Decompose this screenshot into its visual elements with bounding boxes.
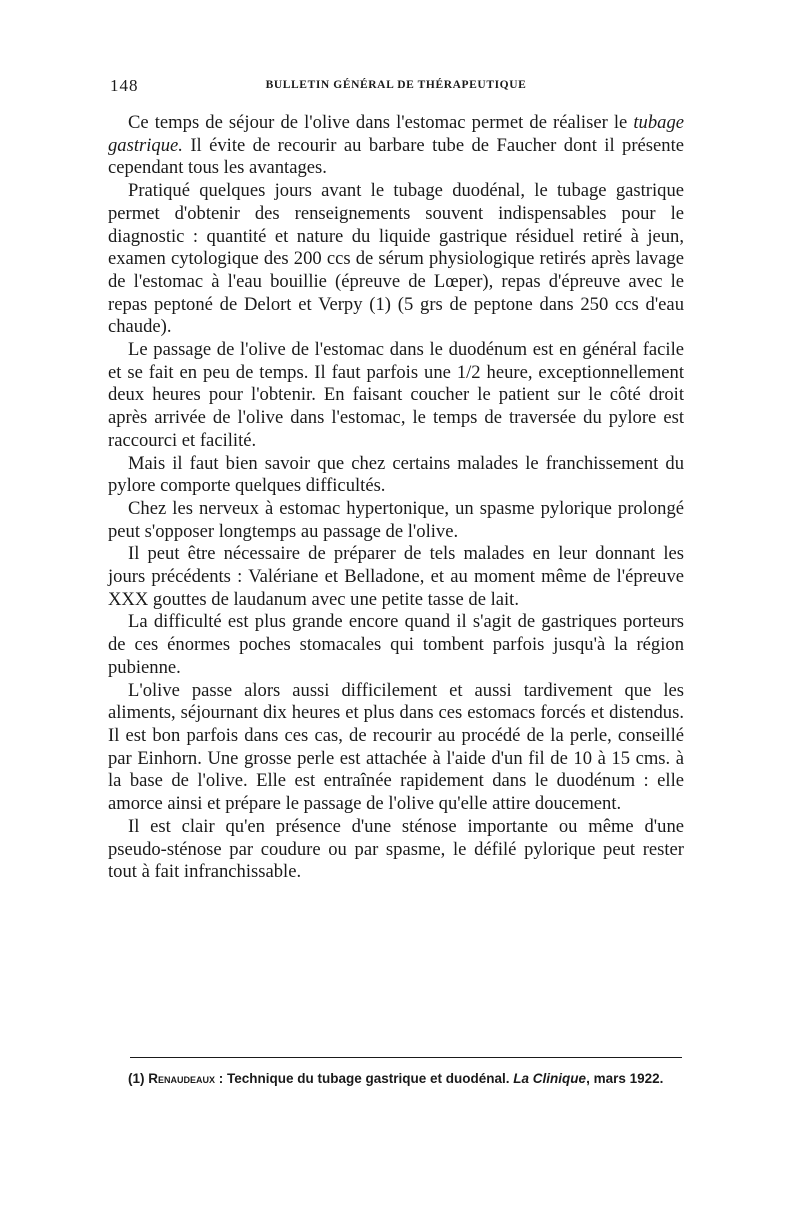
paragraph-text: Ce temps de séjour de l'olive dans l'estomac permet de réaliser le bbox=[128, 112, 634, 133]
paragraph-pearl-procedure: L'olive passe alors aussi difficilement et aussi tardivement que les aliments, séjournant dix heures et plus dans ces estomacs forcés et distendus. Il est bon parfois dans ces cas, de recourir au procédé de la perle, conseillé par Einhorn. Une grosse perle est attachée à l'aide d'un fil de 10 à 15 cms. à la base de l'olive. Elle est entraînée rapidement dans le duodénum : elle amorce ainsi et prépare le passage de l'olive qu'elle attire doucement. bbox=[108, 679, 684, 815]
footnote-marker: (1) bbox=[128, 1071, 145, 1086]
body-text bbox=[108, 112, 684, 884]
footnote-journal: La Clinique bbox=[513, 1071, 587, 1086]
paragraph-pylorus-difficulties: Mais il faut bien savoir que chez certains malades le franchissement du pylore comporte quelques difficultés. bbox=[108, 452, 684, 497]
running-head bbox=[108, 76, 684, 98]
footnote-text: : Technique du tubage gastrique et duodénal. bbox=[215, 1071, 514, 1086]
paragraph-stenosis: Il est clair qu'en présence d'une sténose importante ou même d'une pseudo-sténose par coudure ou par spasme, le défilé pylorique peut rester tout à fait infranchissable. bbox=[108, 815, 684, 883]
paragraph-gastric-pouches: La difficulté est plus grande encore quand il s'agit de gastriques porteurs de ces énormes poches stomacales qui tombent parfois jusqu'à la région pubienne. bbox=[108, 611, 684, 678]
footnote bbox=[108, 1070, 684, 1087]
paragraph-preparation: Il peut être nécessaire de préparer de tels malades en leur donnant les jours précédents : Valériane et Belladone, et au moment même de l'épreuve XXX gouttes de laudanum avec une petite tasse de lait. bbox=[108, 543, 684, 610]
paragraph-text: Il évite de recourir au barbare tube de Faucher dont il présente cependant tous les avantages. bbox=[108, 134, 684, 179]
footnote-reference[interactable]: (1) bbox=[369, 293, 391, 315]
paragraph-text: Pratiqué quelques jours avant le tubage duodénal, le tubage gastrique permet d'obtenir des renseignements souvent indispensables pour le diagnostic : quantité et nature du liquide gastrique résiduel retiré à jeun, examen cytologique des 200 ccs de sérum physiologique retirés après lavage de l'estomac à l'eau bouillie (épreuve de Lœper), repas d'épreuve avec le repas peptoné de Delort et Verpy bbox=[108, 180, 684, 315]
emphasis-tubage-gastrique: tubage gastrique. bbox=[108, 112, 684, 156]
journal-title: BULLETIN GÉNÉRAL DE THÉRAPEUTIQUE bbox=[265, 79, 527, 91]
paragraph-olive-stomach bbox=[108, 112, 684, 180]
document-page bbox=[108, 0, 684, 1227]
footnote-divider bbox=[130, 1057, 682, 1058]
footnote-author: Renaudeaux bbox=[148, 1071, 216, 1086]
paragraph-passage-duodenum: Le passage de l'olive de l'estomac dans le duodénum est en général facile et se fait en peu de temps. Il faut parfois une 1/2 heure, exceptionnellement deux heures pour l'obtenir. En faisant coucher le patient sur le côté droit après arrivée de l'olive dans l'estomac, le temps de traversée du pylore est raccourci et facilité. bbox=[108, 339, 684, 451]
paragraph-gastric-tubage bbox=[108, 180, 684, 339]
paragraph-text: (5 grs de peptone dans 250 ccs d'eau chaude). bbox=[108, 293, 684, 338]
footnote-date: , mars 1922. bbox=[586, 1071, 664, 1086]
page-number: 148 bbox=[110, 76, 139, 95]
paragraph-nervous-patients: Chez les nerveux à estomac hypertonique, un spasme pylorique prolongé peut s'opposer longtemps au passage de l'olive. bbox=[108, 497, 684, 542]
